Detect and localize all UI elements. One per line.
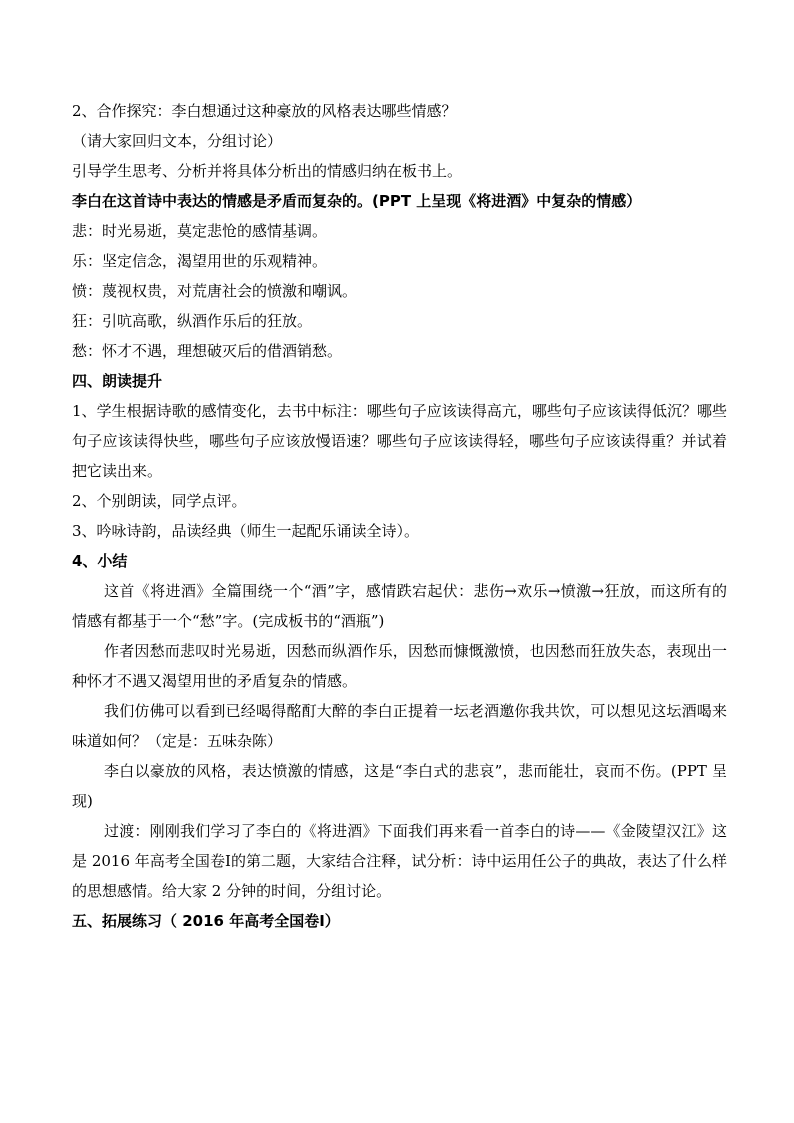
- emotion-bei: 悲：时光易逝，莫定悲怆的感情基调。: [72, 222, 328, 240]
- section-4-heading: 四、朗读提升: [72, 372, 163, 390]
- summary-statement: 李白在这首诗中表达的情感是矛盾而复杂的。(PPT 上呈现《将进酒》中复杂的情感）: [72, 192, 642, 210]
- transition-paragraph: 过渡：刚刚我们学习了李白的《将进酒》下面我们再来看一首李白的诗——《金陵望汉江》这是 2016 年高考全国卷Ⅰ的第二题，大家结合注释，试分析：诗中运用任公子的典故，表达了什么样的思想感情。给大家 2 分钟的时间，分组讨论。: [72, 822, 727, 900]
- document-page: [72, 96, 727, 936]
- guide-text: 引导学生思考、分析并将具体分析出的情感归纳在板书上。: [72, 162, 463, 180]
- question-2: 2、合作探究：李白想通过这种豪放的风格表达哪些情感？: [72, 102, 457, 120]
- summary-heading: 4、小结: [72, 552, 128, 570]
- reading-step-1: 1、学生根据诗歌的感情变化，去书中标注：哪些句子应该读得高亢，哪些句子应该读得低沉？哪些句子应该读得快些，哪些句子应该放慢语速？哪些句子应该读得轻，哪些句子应该读得重？并试着把它读出来。: [72, 402, 727, 480]
- reading-step-2: 2、个别朗读，同学点评。: [72, 492, 247, 510]
- reading-step-3: 3、吟咏诗韵，品读经典（师生一起配乐诵读全诗）。: [72, 522, 420, 540]
- question-2-note: （请大家回归文本，分组讨论）: [72, 132, 283, 150]
- summary-paragraph-4: 李白以豪放的风格，表达愤激的情感，这是“李白式的悲哀”，悲而能壮，哀而不伤。(PPT 呈现): [72, 762, 727, 810]
- emotion-chou: 愁：怀才不遇，理想破灭后的借酒销愁。: [72, 342, 343, 360]
- section-5-heading: 五、拓展练习（ 2016 年高考全国卷Ⅰ）: [72, 912, 340, 930]
- summary-paragraph-2: 作者因愁而悲叹时光易逝，因愁而纵酒作乐，因愁而慷慨激愤，也因愁而狂放失态，表现出一种怀才不遇又渴望用世的矛盾复杂的情感。: [72, 642, 727, 690]
- emotion-fen: 愤：蔑视权贵，对荒唐社会的愤激和嘲讽。: [72, 282, 358, 300]
- emotion-kuang: 狂：引吭高歌，纵酒作乐后的狂放。: [72, 312, 313, 330]
- summary-paragraph-3: 我们仿佛可以看到已经喝得酩酊大醉的李白正提着一坛老酒邀你我共饮，可以想见这坛酒喝来味道如何？（定是：五味杂陈）: [72, 702, 727, 750]
- emotion-le: 乐：坚定信念，渴望用世的乐观精神。: [72, 252, 328, 270]
- summary-paragraph-1: 这首《将进酒》全篇围绕一个“酒”字，感情跌宕起伏：悲伤→欢乐→愤激→狂放，而这所有的情感有都基于一个“愁”字。(完成板书的“酒瓶”): [72, 582, 727, 630]
